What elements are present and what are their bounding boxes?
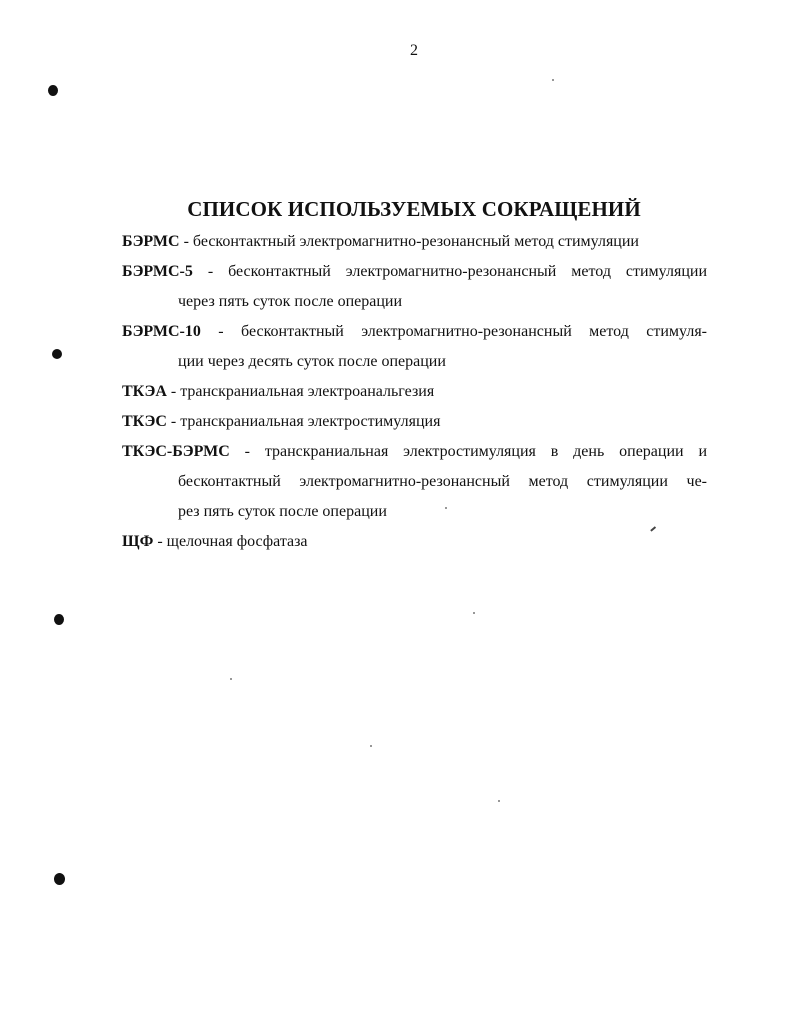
abbreviation-entry xyxy=(122,227,639,257)
abbreviation-definition-continued: ции через десять суток после операции xyxy=(178,353,446,370)
page-title: СПИСОК ИСПОЛЬЗУЕМЫХ СОКРАЩЕНИЙ xyxy=(187,197,641,221)
abbreviation-entry xyxy=(122,317,707,347)
separator: - xyxy=(166,383,181,400)
separator: - xyxy=(179,233,193,250)
abbreviation-entry xyxy=(122,527,308,557)
binder-hole-4 xyxy=(54,873,65,885)
separator: - xyxy=(200,323,242,340)
abbreviation-term: ТКЭС xyxy=(122,413,167,430)
scan-mark xyxy=(650,526,656,531)
abbreviation-definition: бесконтактный электромагнитно-резонансный метод стимуляции xyxy=(228,263,707,280)
abbreviation-entry xyxy=(122,377,434,407)
abbreviation-term: БЭРМС xyxy=(122,233,180,250)
abbreviation-term: БЭРМС-5 xyxy=(122,263,193,280)
abbreviation-definition: щелочная фосфатаза xyxy=(166,533,308,550)
scan-speck xyxy=(473,612,475,614)
abbreviation-definition: транскраниальная электроанальгезия xyxy=(180,383,435,400)
abbreviation-term: ЩФ xyxy=(122,533,154,550)
separator: - xyxy=(153,533,167,550)
abbreviation-term: ТКЭС-БЭРМС xyxy=(122,443,230,460)
abbreviation-definition: бесконтактный электромагнитно-резонансный метод стимуляции xyxy=(192,233,639,250)
abbreviation-definition-continued: через пять суток после операции xyxy=(178,293,403,310)
binder-hole-1 xyxy=(48,85,58,96)
abbreviation-definition: транскраниальная электростимуляция xyxy=(180,413,441,430)
abbreviation-definition: транскраниальная электростимуляция в день операции и xyxy=(264,443,707,460)
abbreviation-definition: бесконтактный электромагнитно-резонансный метод стимуля- xyxy=(241,323,708,340)
scan-speck xyxy=(445,507,447,509)
scan-speck xyxy=(230,678,232,680)
abbreviation-entry xyxy=(122,437,707,467)
binder-hole-3 xyxy=(54,614,64,625)
abbreviation-term: ТКЭА xyxy=(122,383,167,400)
scan-speck xyxy=(552,79,554,81)
separator: - xyxy=(166,413,181,430)
scan-speck xyxy=(498,800,500,802)
abbreviation-definition-continued: рез пять суток после операции xyxy=(178,503,387,520)
abbreviation-entry xyxy=(122,257,707,287)
separator: - xyxy=(192,263,229,280)
page-number: 2 xyxy=(410,42,418,59)
abbreviation-definition-continued: бесконтактный электромагнитно-резонансный метод стимуляции че- xyxy=(178,473,707,490)
abbreviation-entry xyxy=(122,407,440,437)
separator: - xyxy=(229,443,265,460)
abbreviation-term: БЭРМС-10 xyxy=(122,323,201,340)
scan-speck xyxy=(370,745,372,747)
binder-hole-2 xyxy=(52,349,62,359)
